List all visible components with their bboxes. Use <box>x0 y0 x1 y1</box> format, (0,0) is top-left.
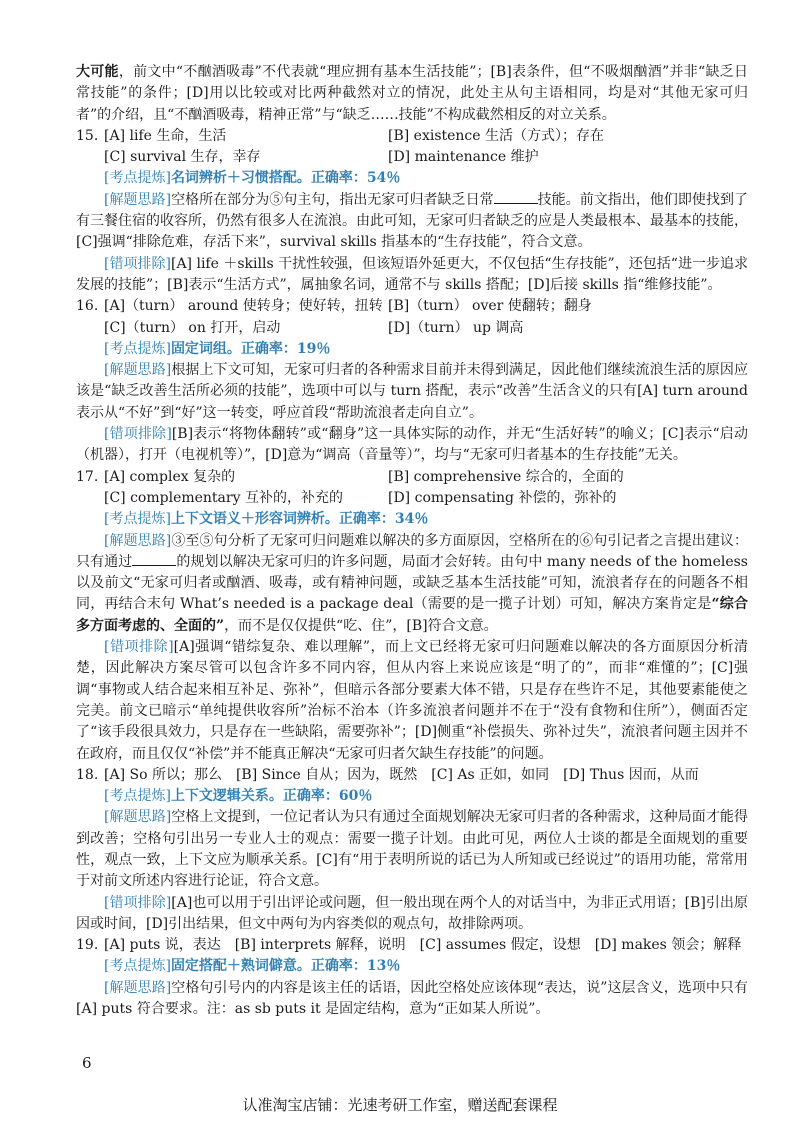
q15-options-row1 <box>76 126 748 147</box>
q15-key-point: [考点提炼]名词辨析＋习惯搭配。正确率：54％ <box>104 170 401 187</box>
q19-key-point: [考点提炼]固定搭配＋熟词僻意。正确率：13％ <box>104 958 401 975</box>
q15-options-row2 <box>76 147 748 168</box>
option-c: [C]（turn） on 打开，启动 <box>104 319 281 336</box>
q18-solution: [解题思路]空格上文提到，一位记者认为只有通过全面规划解决无家可归者的各种需求，这种局面才能得到改善；空格句引出另一专业人士的观点：需要一揽子计划。由此可见，两位人士谈的都是全面规划的重要性，观点一致，上下文应为顺承关系。[C]有“用于表明所说的话已为人所知或已经说过”的语用功能，常常用于对前文所述内容进行论证，符合文意。 <box>76 809 748 890</box>
option-d: [D] compensating 补偿的，弥补的 <box>388 489 617 506</box>
q19-options: 19. [A] puts 说，表达 [B] interprets 解释，说明 [C] assumes 假定，设想 [D] makes 领会；解释 <box>76 935 748 956</box>
q16-key-point: [考点提炼]固定词组。正确率：19％ <box>104 340 331 357</box>
option-a: [A] complex 复杂的 <box>104 468 236 485</box>
q16-elimination: [错项排除][B]表示“将物体翻转”或“翻身”这一具体实际的动作，并无“生活好转”的喻义；[C]表示“启动（机器），打开（电视机等）”，[D]意为“调高（音量等）”，均与“无家可归者基本的生存技能”无关。 <box>76 426 748 464</box>
q16-solution: [解题思路]根据上下文可知，无家可归者的各种需求目前并未得到满足，因此他们继续流浪生活的原因应该是“缺乏改善生活所必须的技能”，选项中可以与 turn 搭配，表示“改善”生活含义的只有[A] turn around 表示从“不好”到“好”这一转变，呼应首段“帮助流浪者走向自立”。 <box>76 362 748 421</box>
q17-solution: [解题思路]③至⑤句分析了无家可归问题难以解决的多方面原因，空格所在的⑥句引记者之言提出建议：只有通过 的规划以解决无家可归的许多问题，局面才会好转。由句中 many needs of the homeless 以及前文“无家可归者或酗酒、吸毒，或有精神问题，或缺乏基本生活技能”可知，流浪者存在的问题各不相同，再结合末句 What’s needed is a package deal（需要的是一揽子计划）可知，解决方案肯定是“综合多方面考虑的、全面的”，而不是仅仅提供“吃、住”，[B]符合文意。 <box>76 532 748 634</box>
option-a: [A]（turn） around 使转身；使好转，扭转 <box>104 298 383 315</box>
option-c: [C] survival 生存，幸存 <box>104 149 261 166</box>
question-number: 18. <box>76 766 99 783</box>
q15-solution: [解题思路]空格所在部分为⑤句主句，指出无家可归者缺乏日常 技能。前文指出，他们即使找到了有三餐住宿的收容所，仍然有很多人在流浪。由此可知，无家可归者缺乏的应是人类最根本、最基本的技能，[C]强调“排除危难，存活下来”，survival skills 指基本的“生存技能”，符合文意。 <box>76 191 748 251</box>
page-number: 6 <box>82 1054 92 1072</box>
q16-options-row1 <box>76 296 748 317</box>
q18-elimination: [错项排除][A]也可以用于引出评论或问题，但一般出现在两个人的对话当中，为非正式用语；[B]引出原因或时间，[D]引出结果，但文中两句为内容类似的观点句，故排除两项。 <box>76 894 748 932</box>
intro-paragraph: 大可能，前文中“不酗酒吸毒”不代表就“理应拥有基本生活技能”；[B]表条件，但“不吸烟酗酒”并非“缺乏日常技能”的条件；[D]用以比较或对比两种截然对立的情况，此处主从句主语相同，均是对“其他无家可归者”的介绍，且“不酗酒吸毒，精神正常”与“缺乏……技能”不构成截然相反的对立关系。 <box>76 64 749 123</box>
option-a: [A] life 生命，生活 <box>104 127 227 144</box>
q17-key-point: [考点提炼]上下文语义＋形容词辨析。正确率：34％ <box>104 511 429 528</box>
option-d: [D] maintenance 维护 <box>388 149 539 166</box>
option-d: [D]（turn） up 调高 <box>388 319 524 336</box>
q19-solution: [解题思路]空格句引号内的内容是该主任的话语，因此空格处应该体现“表达，说”这层含义，选项中只有[A] puts 符合要求。注：as sb puts it 是固定结构，意为“正如某人所说”。 <box>76 979 748 1018</box>
option-c: [C] complementary 互补的，补充的 <box>104 489 343 506</box>
q16-options-row2 <box>76 318 748 339</box>
question-number: 17. <box>76 468 99 485</box>
q15-elimination: [错项排除][A] life ＋skills 干扰性较强，但该短语外延更大，不仅包括“生存技能”，还包括“进一步追求发展的技能”；[B]表示“生活方式”，属抽象名词，通常不与 skills 搭配；[D]后接 skills 指“维修技能”。 <box>76 255 748 293</box>
option-b: [B] existence 生活（方式）；存在 <box>388 127 605 144</box>
option-b: [B] comprehensive 综合的，全面的 <box>388 468 624 485</box>
footer-note: 认准淘宝店铺：光速考研工作室，赠送配套课程 <box>242 1096 558 1114</box>
option-b: [B]（turn） over 使翻转；翻身 <box>388 298 592 315</box>
question-number: 19. <box>76 937 99 954</box>
answer-blank <box>132 553 176 566</box>
question-number: 15. <box>76 127 99 144</box>
answer-blank <box>494 191 538 204</box>
question-number: 16. <box>76 298 99 315</box>
q17-elimination: [错项排除][A]强调“错综复杂、难以理解”，而上文已经将无家可归问题难以解决的各方面原因分析清楚，因此解决方案尽管可以包含许多不同内容，但从内容上来说应该是“明了的”，而非“难懂的”；[C]强调“事物或人结合起来相互补足、弥补”，但暗示各部分要素大体不错，只是存在些许不足，其他要素能使之完美。前文已暗示“单纯提供收容所”治标不治本（许多流浪者问题并不在于“没有食物和住所”），侧面否定了“该手段很具效力，只是存在一些缺陷，需要弥补”；[D]侧重“补偿损失、弥补过失”，流浪者问题主因并不在政府，而且仅仅“补偿”并不能真正解决“无家可归者欠缺生存技能”的问题。 <box>76 639 748 762</box>
q17-options-row2 <box>76 488 748 509</box>
q18-options: 18. [A] So 所以；那么 [B] Since 自从；因为，既然 [C] As 正如，如同 [D] Thus 因而，从而 <box>76 765 748 786</box>
q18-key-point: [考点提炼]上下文逻辑关系。正确率：60％ <box>104 788 373 805</box>
q17-options-row1 <box>76 467 748 488</box>
document-body <box>76 62 748 1020</box>
